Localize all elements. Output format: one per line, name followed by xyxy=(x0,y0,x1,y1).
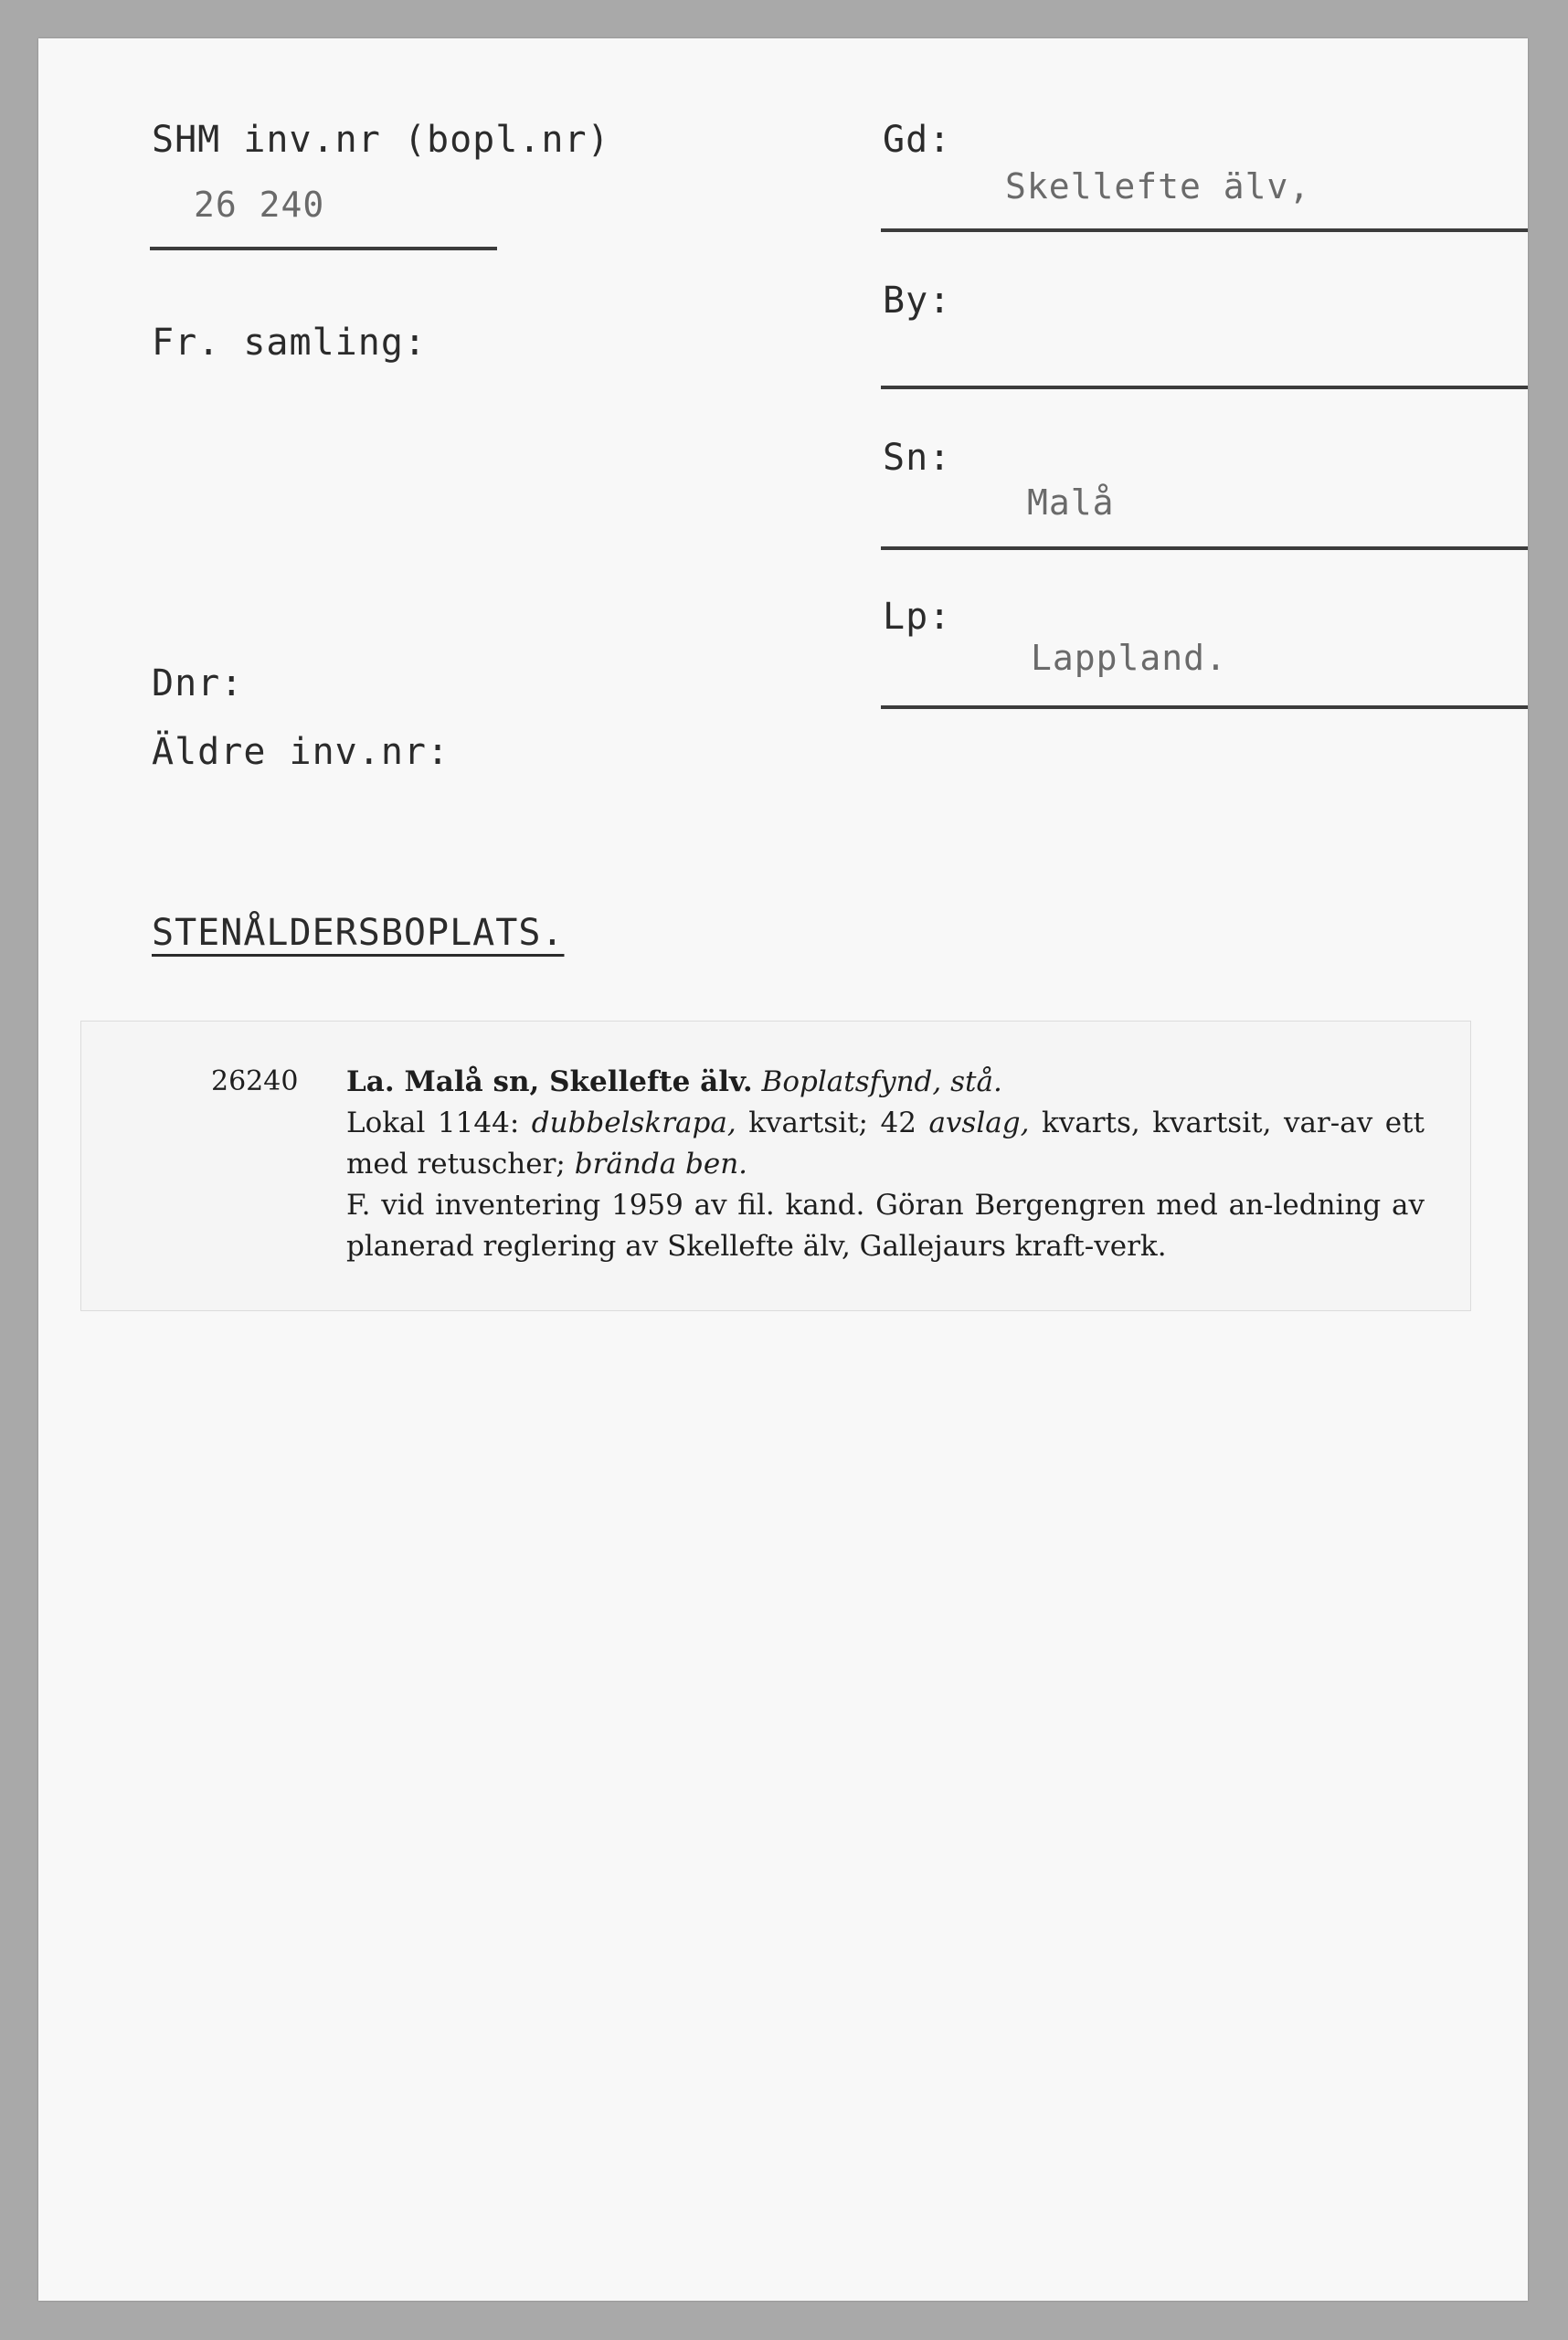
gd-rule xyxy=(881,228,1528,232)
sn-value: Malå xyxy=(1027,482,1115,523)
entry-title-italic: Boplatsfynd, stå. xyxy=(761,1065,1002,1098)
lp-label: Lp: xyxy=(883,596,952,638)
catalog-entry xyxy=(346,1062,1425,1267)
aldre-inv-nr-label: Äldre inv.nr: xyxy=(152,731,450,773)
entry-found: F. vid inventering 1959 av fil. kand. Göran Bergengren med an-ledning av planerad reglering av Skellefte älv, Gallejaurs kraft-verk. xyxy=(346,1189,1425,1263)
by-rule xyxy=(881,386,1528,389)
sn-label: Sn: xyxy=(883,437,952,479)
entry-title-line xyxy=(346,1062,1425,1103)
dnr-label: Dnr: xyxy=(152,662,244,704)
gd-label: Gd: xyxy=(883,119,952,161)
inv-nr-label: SHM inv.nr (bopl.nr) xyxy=(152,119,610,161)
gd-value: Skellefte älv, xyxy=(1005,166,1311,206)
site-type-heading: STENÅLDERSBOPLATS. xyxy=(152,912,565,954)
catalog-card xyxy=(38,38,1528,2301)
lp-rule xyxy=(881,705,1528,709)
entry-lokal: Lokal 1144: dubbelskrapa, kvartsit; 42 avslag, kvarts, kvartsit, var-av ett med retuscher; brända ben. xyxy=(346,1106,1425,1181)
inv-nr-value: 26 240 xyxy=(194,185,325,225)
inv-nr-rule xyxy=(150,247,497,250)
catalog-slip xyxy=(80,1021,1471,1311)
entry-title: La. Malå sn, Skellefte älv. xyxy=(346,1065,753,1098)
by-label: By: xyxy=(883,280,952,322)
catalog-number: 26240 xyxy=(211,1065,299,1097)
sn-rule xyxy=(881,546,1528,550)
lp-value: Lappland. xyxy=(1031,638,1227,678)
fr-samling-label: Fr. samling: xyxy=(152,322,427,364)
